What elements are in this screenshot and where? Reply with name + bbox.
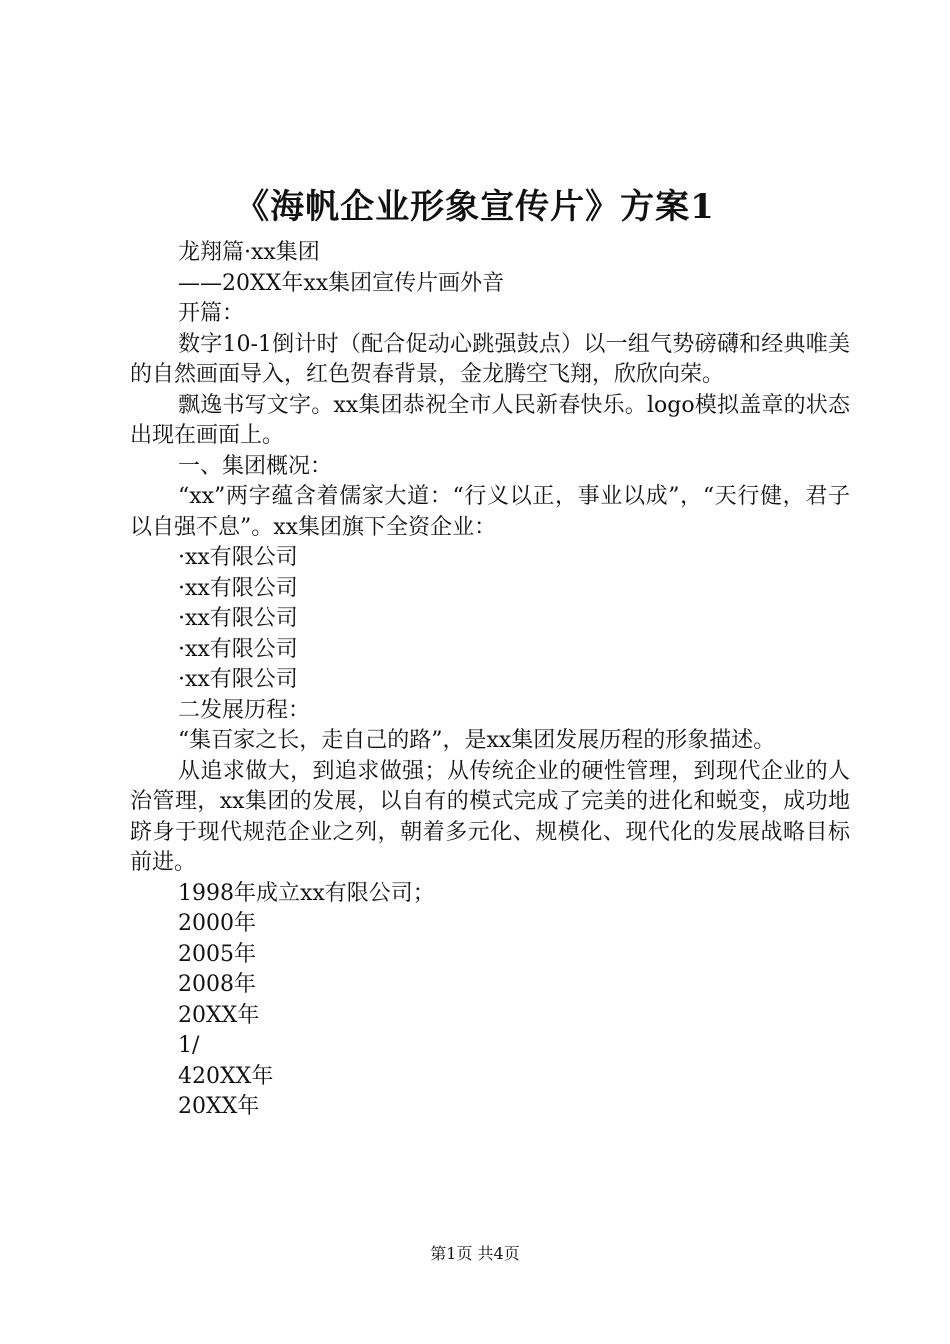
company-list-item: ·xx有限公司 <box>178 606 298 631</box>
timeline-item: 1/ <box>178 1033 200 1058</box>
timeline-item: 20XX年 <box>178 1002 260 1028</box>
document-title: 《海帆企业形象宣传片》方案1 <box>235 187 715 227</box>
timeline-item: 2005年 <box>178 941 256 967</box>
paragraph: 龙翔篇·xx集团 <box>178 240 320 265</box>
company-list-item: ·xx有限公司 <box>178 636 298 662</box>
paragraph: 数字10-1倒计时（配合促动心跳强鼓点）以一组气势磅礴和经典唯美的自然画面导入，红色贺春背景，金龙腾空飞翔，欣欣向荣。 <box>130 331 850 387</box>
paragraph: ——20XX年xx集团宣传片画外音 <box>178 270 505 296</box>
paragraph: “xx”两字蕴含着儒家大道：“行义以正，事业以成”，“天行健，君子以自强不息”。xx集团旗下全资企业： <box>130 484 850 540</box>
company-list-item: ·xx有限公司 <box>178 667 298 692</box>
section-heading: 二发展历程： <box>178 697 311 723</box>
timeline-item: 2008年 <box>178 972 256 997</box>
document-body <box>130 238 850 1123</box>
timeline-item: 1998年成立xx有限公司； <box>178 880 435 906</box>
paragraph: 飘逸书写文字。xx集团恭祝全市人民新春快乐。logo模拟盖章的状态出现在画面上。 <box>130 392 850 448</box>
timeline-item: 2000年 <box>178 911 256 936</box>
company-list-item: ·xx有限公司 <box>178 575 298 601</box>
company-list-item: ·xx有限公司 <box>178 545 298 570</box>
timeline-item: 20XX年 <box>178 1094 260 1119</box>
paragraph: 从追求做大，到追求做强；从传统企业的硬性管理，到现代企业的人治管理，xx集团的发展，以自有的模式完成了完美的进化和蜕变，成功地跻身于现代规范企业之列，朝着多元化、规模化、现代化的发展战略目标前进。 <box>130 758 850 875</box>
paragraph: 开篇： <box>178 301 245 326</box>
section-heading: 一、集团概况： <box>178 453 333 479</box>
paragraph: “集百家之长，走自己的路”，是xx集团发展历程的形象描述。 <box>178 728 776 753</box>
page-footer: 第1页 共4页 <box>430 1244 520 1263</box>
timeline-item: 420XX年 <box>178 1063 274 1089</box>
